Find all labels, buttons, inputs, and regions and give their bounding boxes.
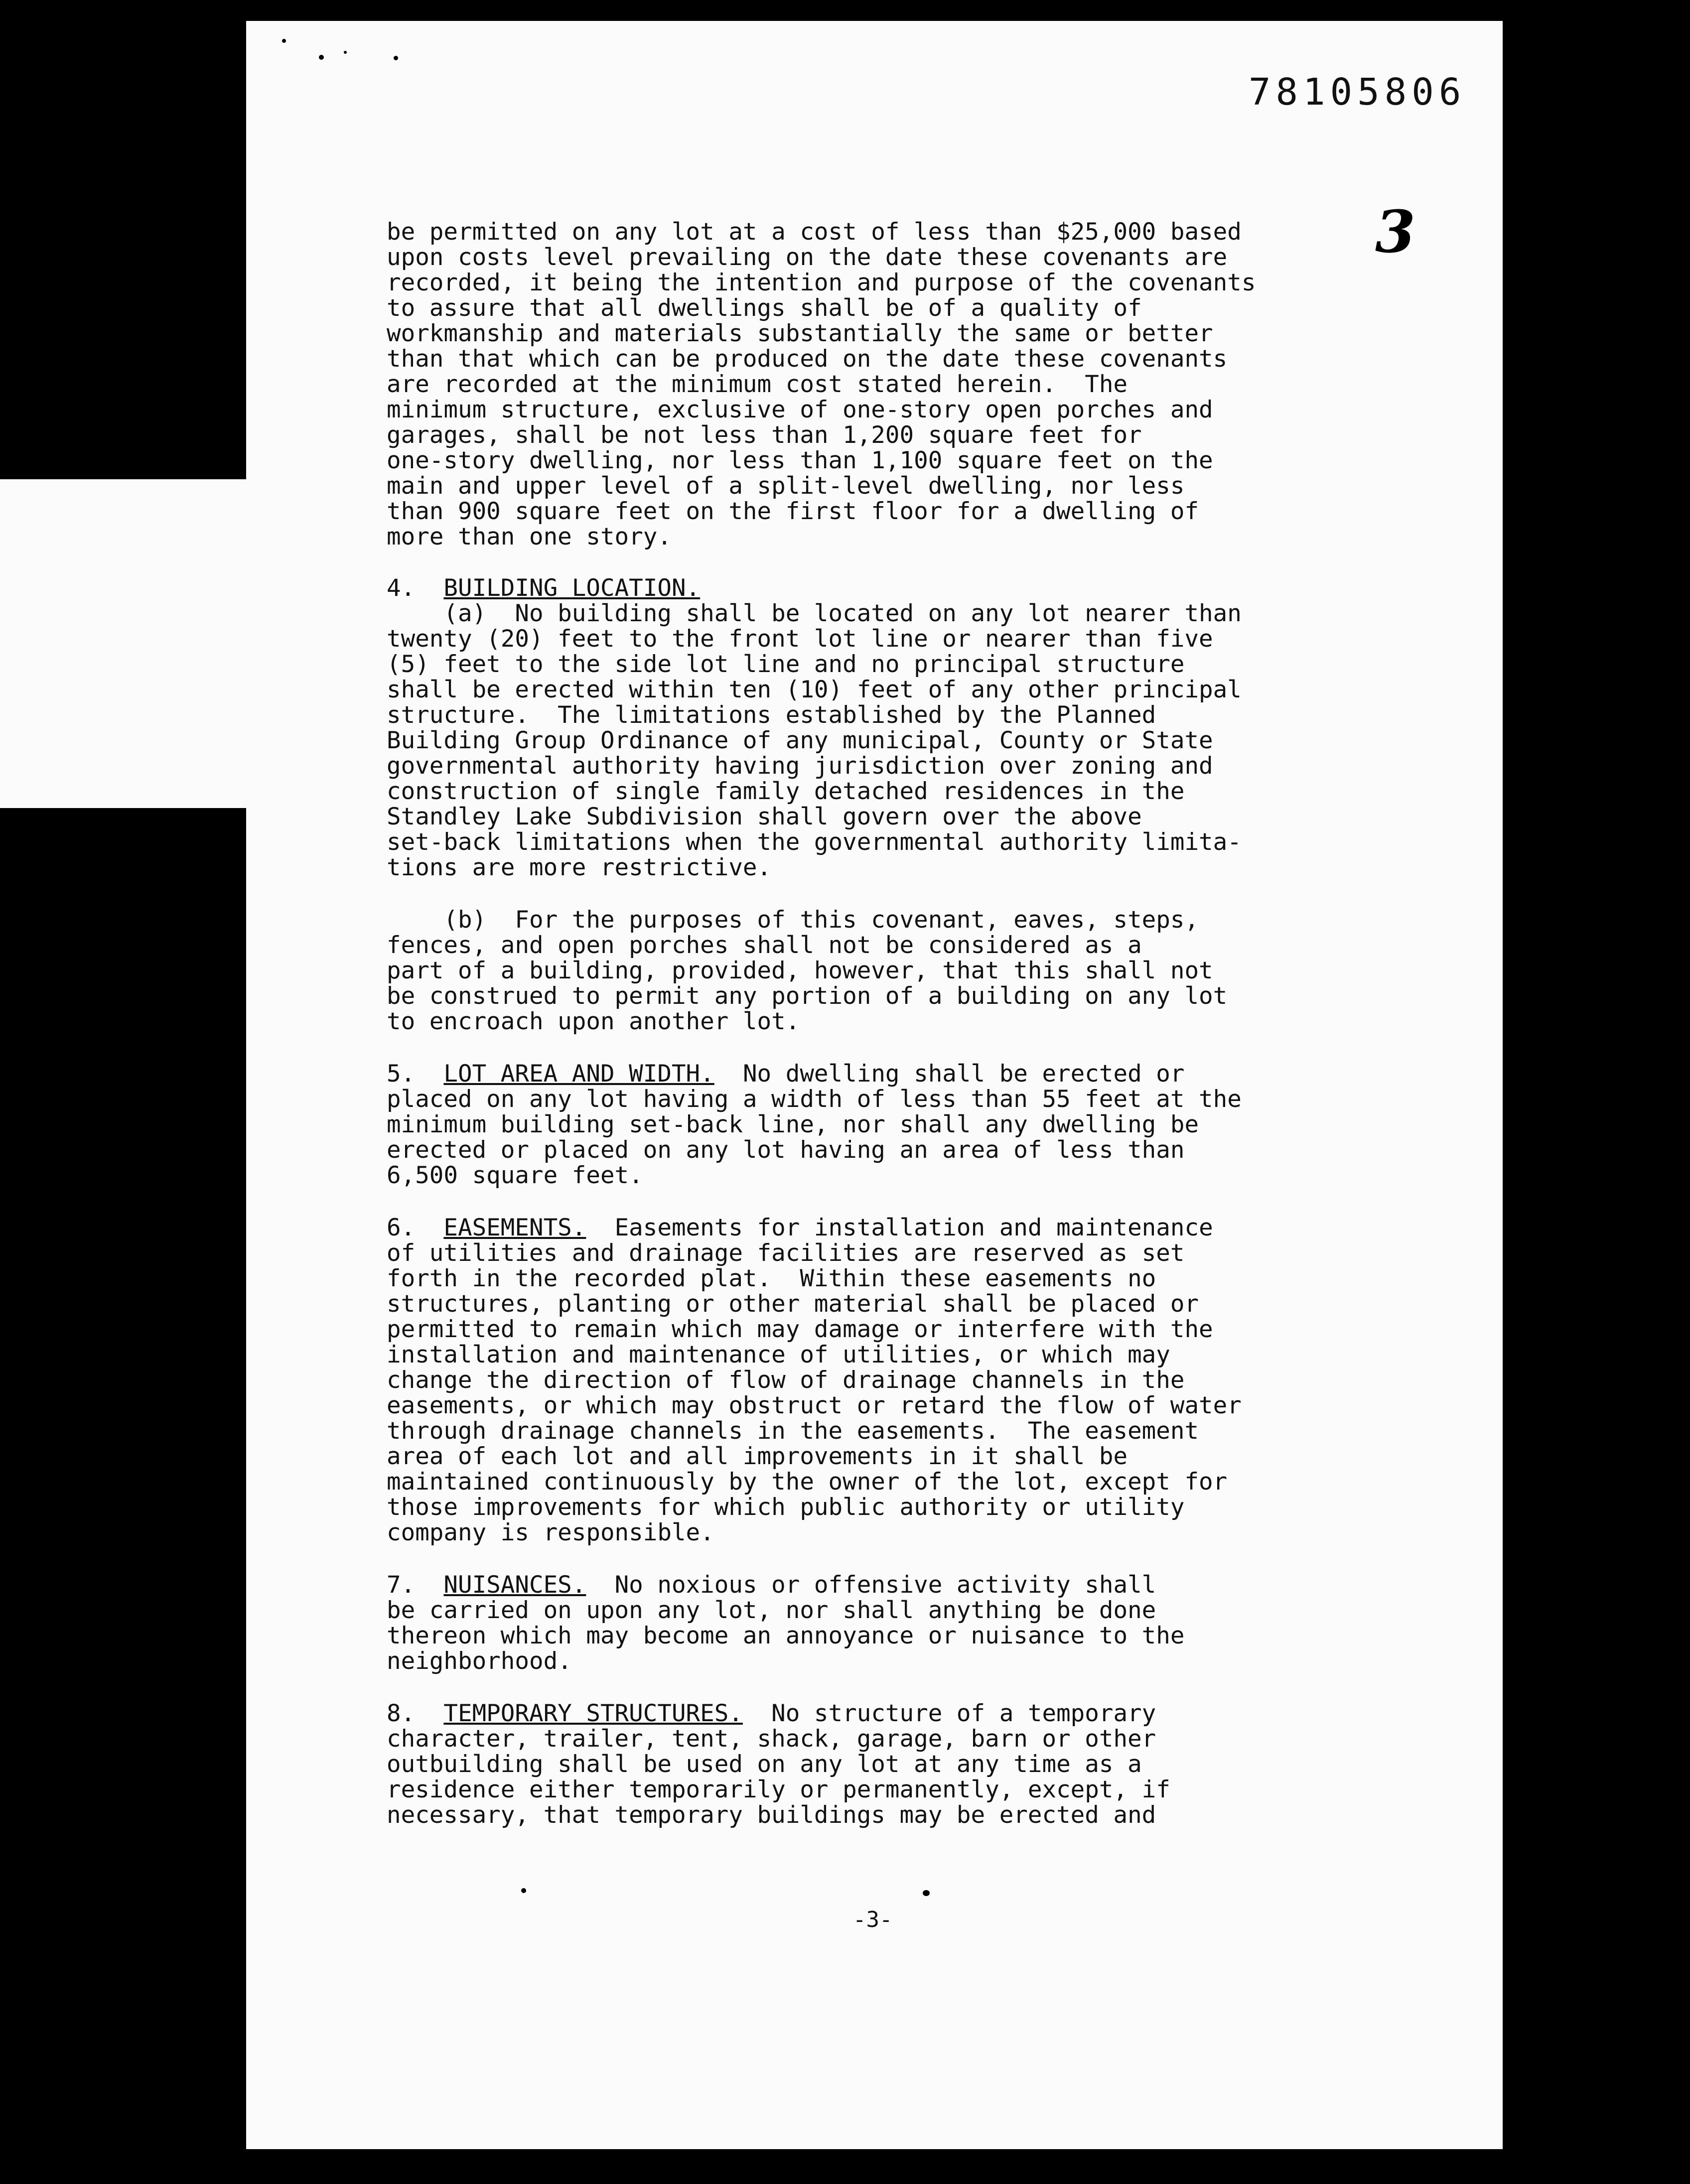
text-line: neighborhood. <box>387 1647 572 1675</box>
text-line: be construed to permit any portion of a building on any lot <box>387 982 1228 1010</box>
text-line: change the direction of flow of drainage channels in the <box>387 1366 1185 1394</box>
section-number: 7. <box>387 1571 444 1599</box>
text-line: through drainage channels in the easements. The easement <box>387 1417 1199 1445</box>
text-line: character, trailer, tent, shack, garage, barn or other <box>387 1725 1156 1753</box>
section-heading: EASEMENTS. <box>443 1214 586 1241</box>
text-line: are recorded at the minimum cost stated herein. The <box>387 371 1128 398</box>
text-line: (a) No building shall be located on any lot nearer than <box>387 600 1242 627</box>
text-line: workmanship and materials substantially the same or better <box>387 320 1213 347</box>
text-line: twenty (20) feet to the front lot line or nearer than five <box>387 625 1213 653</box>
text-line: installation and maintenance of utilities, or which may <box>387 1341 1170 1368</box>
text-line: (b) For the purposes of this covenant, eaves, steps, <box>387 906 1199 934</box>
document-number: 78105806 <box>1249 71 1466 114</box>
section-lead-text: No dwelling shall be erected or <box>714 1060 1185 1088</box>
side-tab-strip <box>0 479 248 808</box>
text-line: thereon which may become an annoyance or nuisance to the <box>387 1622 1185 1649</box>
text-line: those improvements for which public authority or utility <box>387 1494 1185 1521</box>
covenant-text <box>387 219 1413 1855</box>
section-heading-line <box>387 1215 1413 1240</box>
section-heading: LOT AREA AND WIDTH. <box>443 1060 714 1088</box>
page-number: -3- <box>853 1907 893 1932</box>
text-line: minimum building set-back line, nor shall any dwelling be <box>387 1111 1199 1138</box>
text-line: be carried on upon any lot, nor shall anything be done <box>387 1597 1156 1624</box>
text-line: set-back limitations when the governmental authority limita- <box>387 828 1242 856</box>
section-heading: NUISANCES. <box>443 1571 586 1599</box>
text-line: one-story dwelling, nor less than 1,100 square feet on the <box>387 447 1213 474</box>
text-line: area of each lot and all improvements in it shall be <box>387 1443 1128 1470</box>
text-line: tions are more restrictive. <box>387 854 772 881</box>
text-line: of utilities and drainage facilities are reserved as set <box>387 1239 1185 1267</box>
section-heading-line <box>387 1572 1413 1598</box>
text-line: recorded, it being the intention and purpose of the covenants <box>387 269 1256 296</box>
section-paragraph <box>387 1701 1413 1828</box>
text-line: garages, shall be not less than 1,200 square feet for <box>387 421 1142 449</box>
text-line: company is responsible. <box>387 1519 714 1546</box>
handwritten-page-mark: 3 <box>1375 198 1415 266</box>
section-paragraph <box>387 1572 1413 1674</box>
text-line: Standley Lake Subdivision shall govern over the above <box>387 803 1142 830</box>
section-number: 4. <box>387 574 444 602</box>
text-line: (5) feet to the side lot line and no principal structure <box>387 651 1185 678</box>
section-number: 6. <box>387 1214 444 1241</box>
text-line: governmental authority having jurisdiction over zoning and <box>387 752 1213 780</box>
text-line: more than one story. <box>387 523 672 550</box>
scan-speck <box>282 39 286 43</box>
text-line: part of a building, provided, however, that this shall not <box>387 957 1213 984</box>
text-line: maintained continuously by the owner of the lot, except for <box>387 1468 1228 1496</box>
section-paragraph <box>387 1061 1413 1188</box>
text-line: forth in the recorded plat. Within these easements no <box>387 1265 1156 1292</box>
text-line: to encroach upon another lot. <box>387 1008 800 1035</box>
text-line: minimum structure, exclusive of one-story open porches and <box>387 396 1213 423</box>
scan-speck <box>394 56 398 60</box>
text-line: outbuilding shall be used on any lot at any time as a <box>387 1751 1142 1778</box>
section-heading-line <box>387 575 1413 601</box>
section-lead-text: No noxious or offensive activity shall <box>586 1571 1156 1599</box>
text-line: Building Group Ordinance of any municipal, County or State <box>387 727 1213 754</box>
text-line: than that which can be produced on the date these covenants <box>387 345 1228 373</box>
text-line: fences, and open porches shall not be considered as a <box>387 932 1142 959</box>
text-line: be permitted on any lot at a cost of less than $25,000 based <box>387 218 1242 246</box>
section-paragraph <box>387 1215 1413 1545</box>
text-line: than 900 square feet on the first floor for a dwelling of <box>387 498 1199 525</box>
text-line: structure. The limitations established by the Planned <box>387 701 1156 729</box>
text-line: residence either temporarily or permanently, except, if <box>387 1776 1170 1803</box>
section-number: 5. <box>387 1060 444 1088</box>
scan-speck <box>319 55 324 60</box>
section-heading-line <box>387 1701 1413 1726</box>
text-line: 6,500 square feet. <box>387 1162 643 1189</box>
scan-speck <box>923 1890 930 1896</box>
text-line: erected or placed on any lot having an area of less than <box>387 1136 1185 1164</box>
section-lead-text: Easements for installation and maintenance <box>586 1214 1213 1241</box>
text-paragraph <box>387 219 1413 549</box>
text-line: permitted to remain which may damage or interfere with the <box>387 1316 1213 1343</box>
section-heading-line <box>387 1061 1413 1087</box>
section-paragraph <box>387 575 1413 880</box>
text-line: upon costs level prevailing on the date these covenants are <box>387 244 1228 271</box>
scan-speck <box>521 1888 526 1893</box>
text-line: easements, or which may obstruct or retard the flow of water <box>387 1392 1242 1419</box>
text-line: to assure that all dwellings shall be of a quality of <box>387 294 1142 322</box>
text-line: placed on any lot having a width of less than 55 feet at the <box>387 1086 1242 1113</box>
section-number: 8. <box>387 1700 444 1727</box>
text-line: shall be erected within ten (10) feet of any other principal <box>387 676 1242 703</box>
scan-speck <box>344 51 347 54</box>
section-lead-text: No structure of a temporary <box>742 1700 1156 1727</box>
section-heading: TEMPORARY STRUCTURES. <box>443 1700 743 1727</box>
text-line: necessary, that temporary buildings may be erected and <box>387 1801 1156 1829</box>
text-paragraph <box>387 907 1413 1034</box>
section-heading: BUILDING LOCATION. <box>443 574 701 602</box>
text-line: structures, planting or other material shall be placed or <box>387 1290 1199 1318</box>
text-line: main and upper level of a split-level dwelling, nor less <box>387 472 1185 500</box>
text-line: construction of single family detached residences in the <box>387 778 1185 805</box>
